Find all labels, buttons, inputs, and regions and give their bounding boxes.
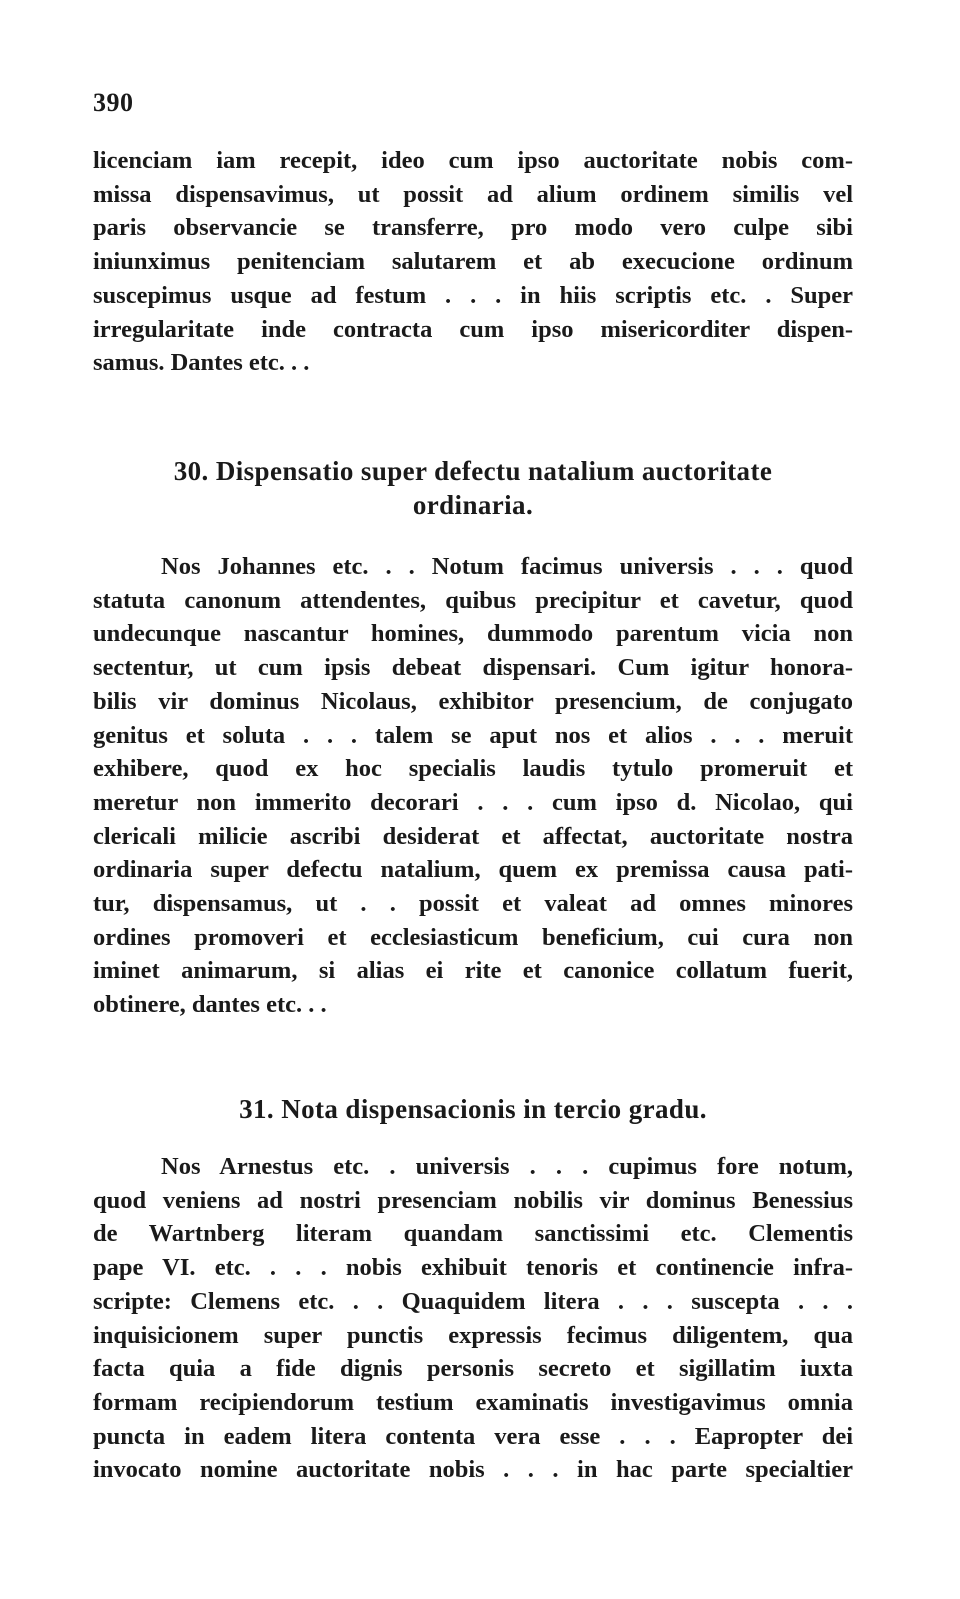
- text-line: Nos Arnestus etc. . universis . . . cupimus fore notum,: [161, 1153, 853, 1180]
- paragraph-continued: [93, 144, 853, 380]
- text-line: suscepimus usque ad festum . . . in hiis scriptis etc. . Super: [93, 281, 853, 309]
- section-31-body: [93, 1150, 853, 1487]
- text-line: genitus et soluta . . . talem se aput nos et alios . . . meruit: [93, 721, 853, 749]
- text-line: pape VI. etc. . . . nobis exhibuit tenoris et continencie infra-: [93, 1254, 853, 1282]
- text-line: puncta in eadem litera contenta vera esse . . . Eapropter dei: [93, 1422, 853, 1450]
- text-line: undecunque nascantur homines, dummodo parentum vicia non: [93, 620, 853, 648]
- text-line: obtinere, dantes etc. . .: [93, 991, 327, 1019]
- text-line: iniunximus penitenciam salutarem et ab execucione ordinum: [93, 248, 853, 276]
- text-line: paris observancie se transferre, pro modo vero culpe sibi: [93, 214, 853, 242]
- text-line: Nos Johannes etc. . . Notum facimus universis . . . quod: [161, 553, 853, 580]
- section-heading-31: [93, 1092, 853, 1126]
- page-number: 390: [93, 88, 134, 117]
- heading-line: ordinaria.: [412, 490, 534, 520]
- text-line: licenciam iam recepit, ideo cum ipso auctoritate nobis com-: [93, 147, 853, 174]
- text-line: inquisicionem super punctis expressis fecimus diligentem, qua: [93, 1321, 853, 1349]
- text-line: exhibere, quod ex hoc specialis laudis tytulo promeruit et: [93, 755, 853, 783]
- text-line: ordines promoveri et ecclesiasticum beneficium, cui cura non: [93, 923, 853, 951]
- text-line: formam recipiendorum testium examinatis investigavimus omnia: [93, 1388, 853, 1416]
- section-heading-30: [93, 454, 853, 522]
- text-line: invocato nomine auctoritate nobis . . . in hac parte specialtier: [93, 1456, 853, 1484]
- text-line: clericali milicie ascribi desiderat et affectat, auctoritate nostra: [93, 822, 853, 850]
- heading-line: 30. Dispensatio super defectu natalium auctoritate: [173, 456, 773, 486]
- text-line: facta quia a fide dignis personis secreto et sigillatim iuxta: [93, 1355, 853, 1383]
- heading-line: 31. Nota dispensacionis in tercio gradu.: [239, 1094, 707, 1124]
- text-line: tur, dispensamus, ut . . possit et valeat ad omnes minores: [93, 890, 853, 918]
- text-line: ordinaria super defectu natalium, quem ex premissa causa pati-: [93, 856, 853, 884]
- text-line: quod veniens ad nostri presenciam nobilis vir dominus Benessius: [93, 1186, 853, 1214]
- section-30-body: [93, 550, 853, 1022]
- text-line: missa dispensavimus, ut possit ad alium ordinem similis vel: [93, 180, 853, 208]
- text-line: samus. Dantes etc. . .: [93, 349, 310, 377]
- text-line: de Wartnberg literam quandam sanctissimi etc. Clementis: [93, 1220, 853, 1248]
- text-line: bilis vir dominus Nicolaus, exhibitor presencium, de conjugato: [93, 687, 853, 715]
- text-line: statuta canonum attendentes, quibus precipitur et cavetur, quod: [93, 586, 853, 614]
- text-line: meretur non immerito decorari . . . cum ipso d. Nicolao, qui: [93, 788, 853, 816]
- text-line: iminet animarum, si alias ei rite et canonice collatum fuerit,: [93, 957, 853, 985]
- text-line: irregularitate inde contracta cum ipso misericorditer dispen-: [93, 315, 853, 343]
- text-line: scripte: Clemens etc. . . Quaquidem litera . . . suscepta . . .: [93, 1287, 853, 1315]
- text-line: sectentur, ut cum ipsis debeat dispensari. Cum igitur honora-: [93, 654, 853, 682]
